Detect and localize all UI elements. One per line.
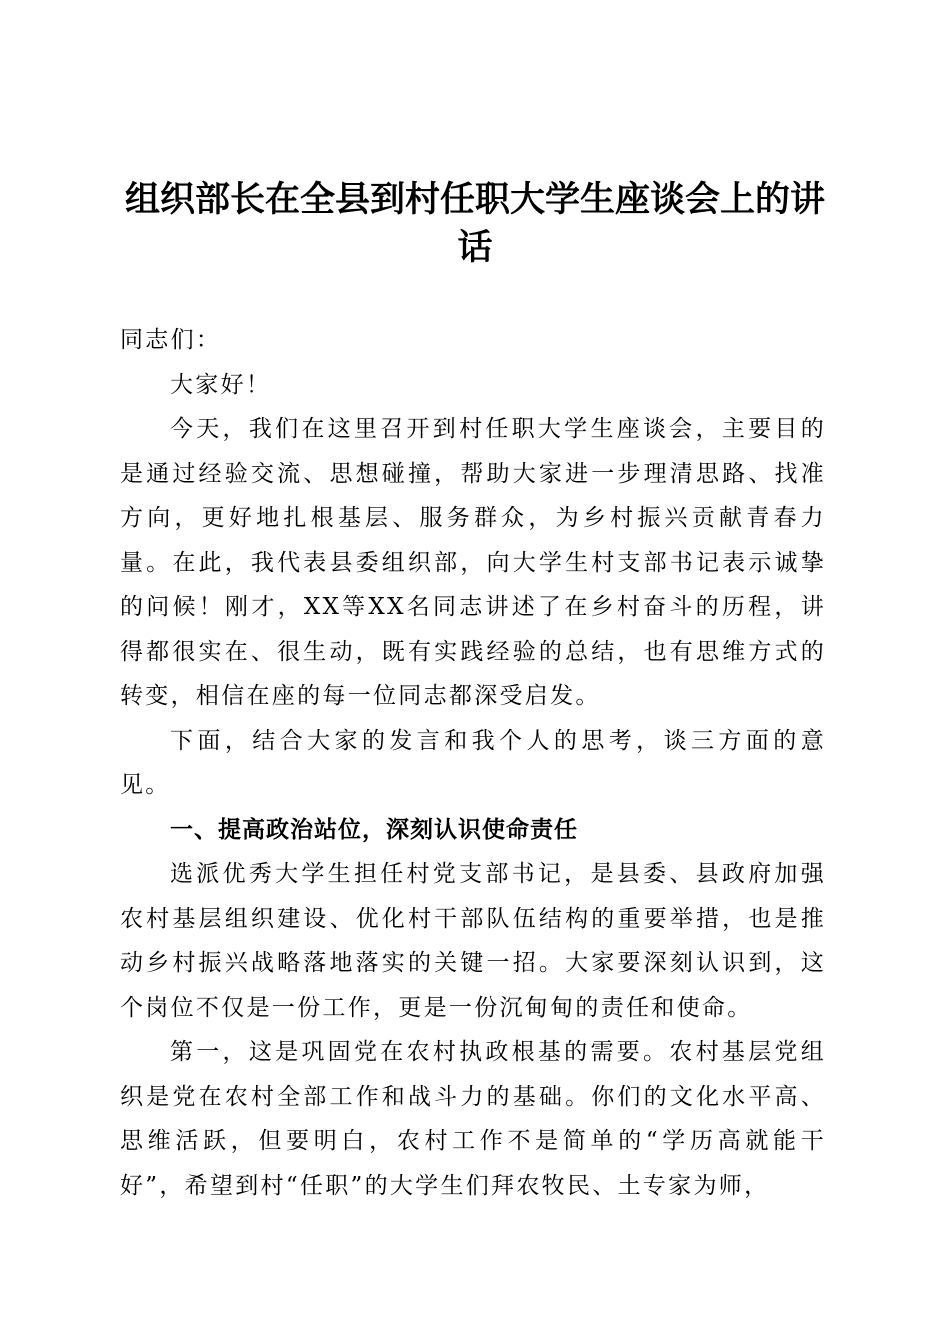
paragraph-point-1: 第一，这是巩固党在农村执政根基的需要。农村基层党组织是党在农村全部工作和战斗力的基础。你们的文化水平高、思维活跃，但要明白，农村工作不是简单的“学历高就能干好”，希望到村“任职”的大学生们拜农牧民、土专家为师，	[120, 1039, 826, 1199]
paragraph-section-1-intro: 选派优秀大学生担任村党支部书记，是县委、县政府加强农村基层组织建设、优化村干部队伍结构的重要举措，也是推动乡村振兴战略落地落实的关键一招。大家要深刻认识到，这个岗位不仅是一份工作，更是一份沉甸甸的责任和使命。	[120, 861, 826, 1021]
section-heading-1: 一、提高政治站位，深刻认识使命责任	[170, 816, 578, 843]
document-title: 组织部长在全县到村任职大学生座谈会上的讲话	[124, 179, 825, 268]
paragraph-greeting: 大家好！	[170, 371, 272, 398]
document-body	[120, 318, 826, 1208]
paragraph-intro: 今天，我们在这里召开到村任职大学生座谈会，主要目的是通过经验交流、思想碰撞，帮助大家进一步理清思路、找准方向，更好地扎根基层、服务群众，为乡村振兴贡献青春力量。在此，我代表县委组织部，向大学生村支部书记表示诚挚的问候！刚才，XX等XX名同志讲述了在乡村奋斗的历程，讲得都很实在、很生动，既有实践经验的总结，也有思维方式的转变，相信在座的每一位同志都深受启发。	[120, 416, 826, 709]
salutation: 同志们：	[120, 327, 222, 353]
paragraph-outline: 下面，结合大家的发言和我个人的思考，谈三方面的意见。	[120, 727, 826, 798]
